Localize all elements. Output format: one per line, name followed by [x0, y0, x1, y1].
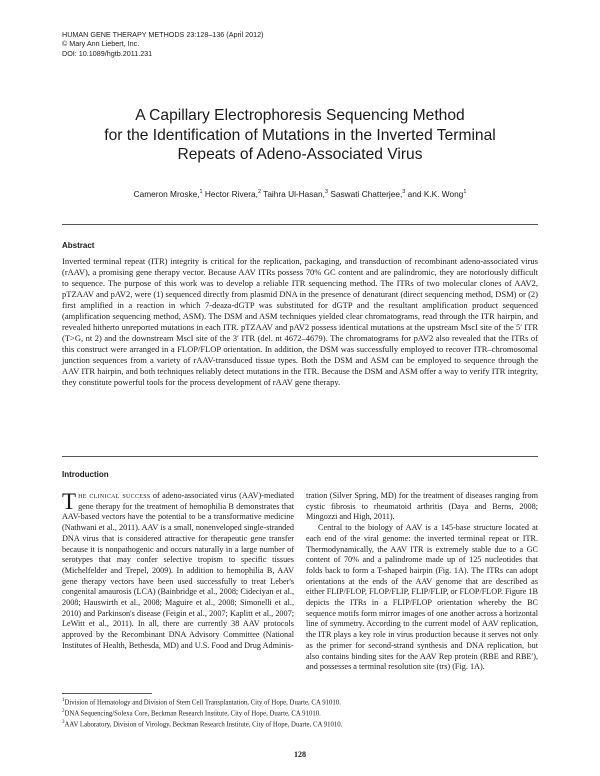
title-line-3: Repeats of Adeno-Associated Virus — [177, 146, 423, 163]
copyright: © Mary Ann Liebert, Inc. — [62, 39, 140, 49]
divider-top — [62, 224, 538, 225]
intro-paragraph — [62, 491, 294, 652]
intro-column-left — [62, 491, 294, 652]
author: Cameron Mroske,$^1$ — [133, 189, 203, 199]
journal-citation: HUMAN GENE THERAPY METHODS 23:128–136 (April 2012) — [62, 30, 264, 39]
paragraph-text: of adeno-associated virus (AAV)-mediated gene therapy for the treatment of hemophilia B demonstrates that AAV-based vectors have the potential to be a transformative medicine (Nathwani et al., 2011). AAV is a small, nonenveloped single-stranded DNA virus that is considered attractive for therapeutic gene transfer because it is nonpathogenic and occurs naturally in a large number of serotypes that may confer selective tropism to specific tissues (Michelfelder and Trepel, 2009). In addition to hemophilia B, AAV gene therapy vectors have been used successfully to treat Leber's congenital amaurosis (LCA) (Bainbridge et al., 2008; Cideciyan et al., 2008; Hauswirth et al., 2008; Maguire et al., 2008; Simonelli et al., 2010) and Parkinson's disease (Feigin et al., 2007; Kaplitt et al., 2007; LeWitt et al., 2011). In all, there are currently 38 AAV protocols approved by the Recombinant DNA Advisory Committee (National Institutes of Health, Bethesda, MD) and U.S. Food and Drug Adminis- — [62, 491, 294, 650]
intro-column-right — [306, 491, 538, 673]
author: and K.K. Wong$^1$ — [407, 189, 467, 199]
abstract-heading: Abstract — [62, 241, 95, 250]
author-list — [40, 189, 560, 199]
footnote-divider — [62, 693, 152, 694]
author: Saswati Chatterjee,$^3$ — [330, 189, 406, 199]
footnote: $^2$DNA Sequencing/Solexa Core, Beckman Research Institute, City of Hope, Duarte, CA 91010. — [62, 708, 321, 718]
page-number: 128 — [294, 750, 306, 759]
abstract-text: Inverted terminal repeat (ITR) integrity is critical for the replication, packaging, and transduction of recombinant adeno-associated virus (rAAV), a promising gene therapy vector. Because AAV ITRs possess 70% GC content and are palindromic, they are notoriously difficult to sequence. The purpose of this work was to develop a reliable ITR sequencing method. The ITRs of two molecular clones of AAV2, pTZAAV and pAV2, were (1) sequenced directly from plasmid DNA in the presence of denaturant (direct sequencing method, DSM) or (2) first amplified in a reaction in which 7-deaza-dGTP was substituted for dGTP and the resultant amplification product sequenced (amplification sequencing method, ASM). The DSM and ASM techniques yielded clear chromatograms, read through the ITR hairpin, and revealed hitherto unreported mutations in each ITR. pTZAAV and pAV2 possess identical mutations at the upstream MscI site of the 5′ ITR (T>G, nt 2) and the downstream MscI site of the 3′ ITR (del. nt 4672–4679). The chromatograms for pAV2 also revealed that the ITRs of this construct were arranged in a FLOP/FLOP orientation. In addition, the DSM was successfully employed to recover ITR–chromosomal junction sequences from a variety of rAAV-transduced tissue types. Both the DSM and ASM can be employed to sequence through the AAV ITR hairpin, and both techniques reliably detect mutations in the ITR. Because the DSM and ASM offer a way to verify ITR integrity, they constitute powerful tools for the process development of rAAV gene therapy. — [62, 256, 538, 387]
intro-paragraph: tration (Silver Spring, MD) for the treatment of diseases ranging from cystic fibrosis to rheumatoid arthritis (Daya and Berns, 2008; Mingozzi and High, 2011). — [306, 491, 538, 522]
article-title — [40, 106, 560, 165]
drop-cap: T — [62, 489, 77, 514]
footnote: $^3$AAV Laboratory, Division of Virology, Beckman Research Institute, City of Hope, Duarte, CA 91010. — [62, 719, 343, 728]
small-caps-lead: he clinical success — [78, 491, 151, 500]
doi: DOI: 10.1089/hgtb.2011.231 — [62, 48, 153, 58]
intro-paragraph: Central to the biology of AAV is a 145-base structure located at each end of the viral genome: the inverted terminal repeat or ITR. Thermodynamically, the AAV ITR is extremely stable due to a GC content of 70% and a palindrome made up of 125 nucleotides that folds back to form a T-shaped hairpin (Fig. 1A). The ITRs can adopt orientations at the ends of the AAV genome that are described as either FLIP/FLOP, FLOP/FLIP, FLIP/FLIP, or FLOP/FLOP. Figure 1B depicts the ITRs in a FLIP/FLOP orientation whereby the BC sequence motifs form mirror images of one another across a horizontal line of symmetry. According to the current model of AAV replication, the ITR plays a key role in virus production because it serves not only as the primer for second-strand synthesis and DNA replication, but also contains binding sites for the AAV Rep protein (RBE and RBE′), and possesses a terminal resolution site (trs) (Fig. 1A). — [306, 523, 538, 672]
divider-bottom — [62, 456, 538, 457]
title-line-1: A Capillary Electrophoresis Sequencing Method — [135, 107, 465, 124]
author: Hector Rivera,$^2$ — [204, 189, 262, 199]
introduction-heading: Introduction — [62, 470, 109, 479]
affiliation-footnotes — [62, 697, 342, 730]
journal-header — [62, 30, 263, 58]
title-line-2: for the Identification of Mutations in the Inverted Terminal — [104, 126, 496, 144]
author: Taihra Ul-Hasan,$^3$ — [263, 189, 329, 199]
footnote: $^1$Division of Hematology and Division of Stem Cell Transplantation, City of Hope, Duarte, CA 91010. — [62, 698, 341, 707]
